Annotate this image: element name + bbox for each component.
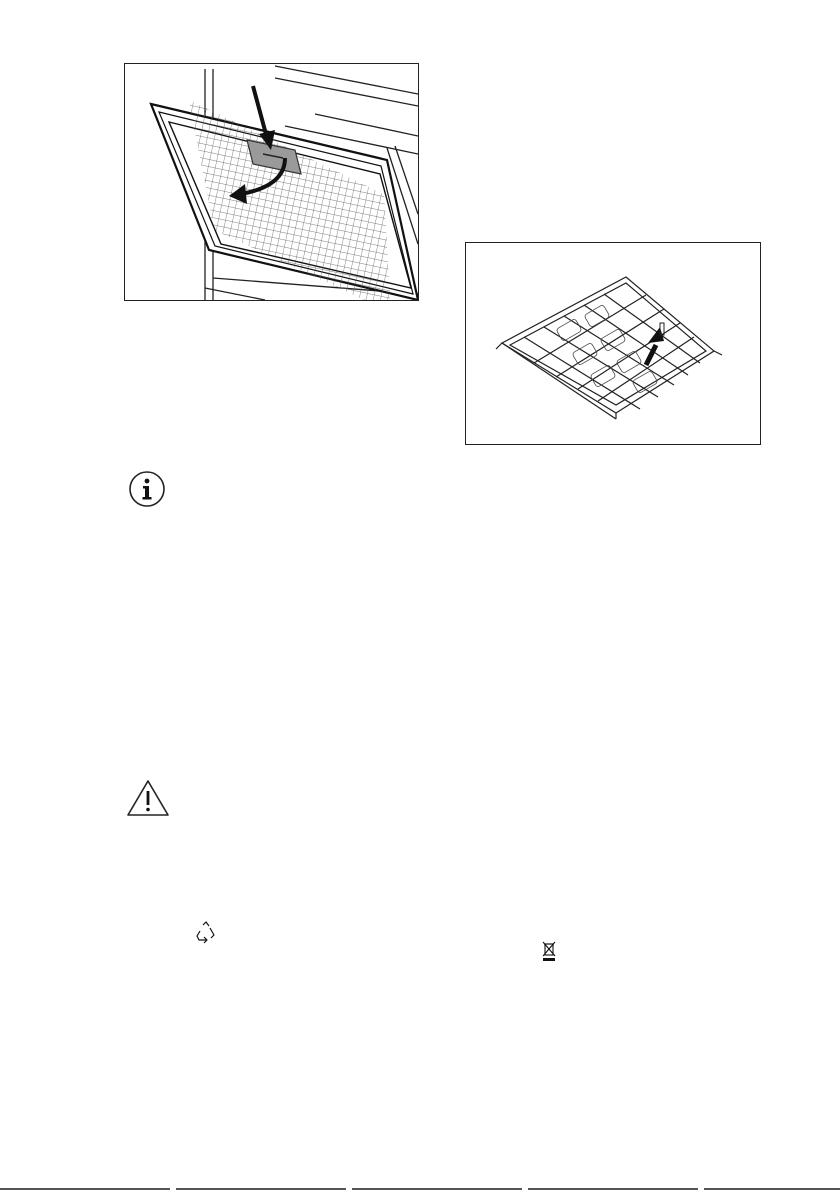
- crossed-bin-icon: [541, 940, 557, 962]
- grid-filter-drawing: [466, 243, 760, 444]
- recycle-icon: [194, 920, 218, 944]
- warning-triangle-icon: [126, 778, 170, 818]
- grid-filter-illustration: [465, 242, 761, 445]
- filter-removal-drawing: [125, 64, 418, 300]
- filter-removal-illustration: [124, 63, 419, 301]
- page-footer-rule: [0, 1188, 840, 1190]
- info-icon: [128, 470, 166, 508]
